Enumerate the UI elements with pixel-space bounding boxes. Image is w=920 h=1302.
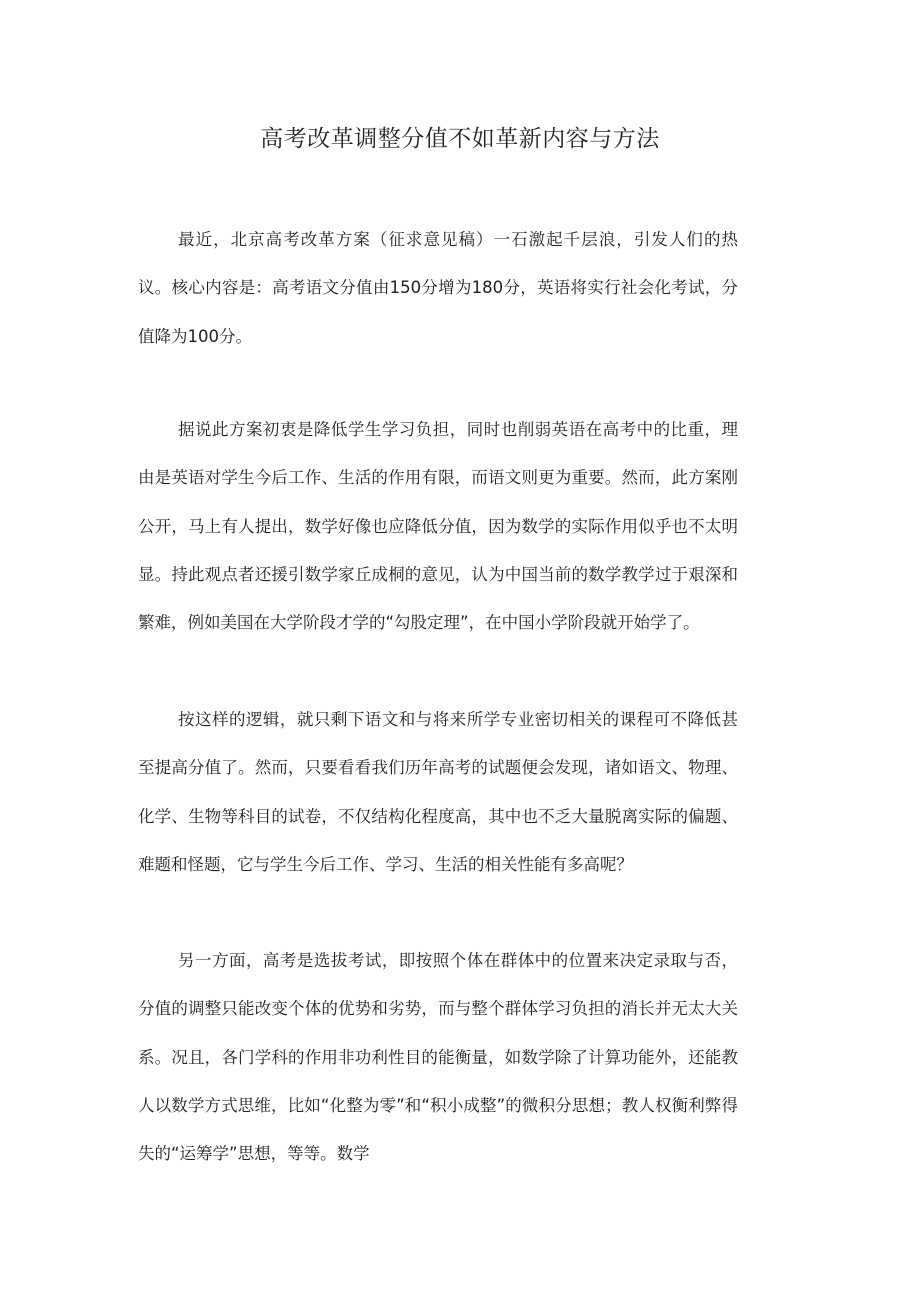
paragraph: 按这样的逻辑，就只剩下语文和与将来所学专业密切相关的课程可不降低甚至提高分值了。然而，只要看看我们历年高考的试题便会发现，诸如语文、物理、化学、生物等科目的试卷，不仅结构化程度高，其中也不乏大量脱离实际的偏题、难题和怪题，它与学生今后工作、学习、生活的相关性能有多高呢？ <box>138 710 738 874</box>
paragraph-block-2 <box>138 406 738 647</box>
paragraph: 另一方面，高考是选拔考试，即按照个体在群体中的位置来决定录取与否，分值的调整只能改变个体的优势和劣势，而与整个群体学习负担的消长并无太大关系。况且，各门学科的作用非功利性目的能衡量，如数学除了计算功能外，还能教人以数学方式思维，比如“化整为零”和“积小成整”的微积分思想；教人权衡利弊得失的“运筹学”思想，等等。数学 <box>138 951 738 1164</box>
document-title: 高考改革调整分值不如革新内容与方法 <box>260 126 660 152</box>
paragraph-block-1 <box>138 216 738 361</box>
paragraph: 最近，北京高考改革方案（征求意见稿）一石激起千层浪，引发人们的热议。核心内容是：高考语文分值由150分增为180分，英语将实行社会化考试，分值降为100分。 <box>138 230 738 346</box>
paragraph-block-4 <box>138 937 738 1178</box>
paragraph-block-3 <box>138 696 738 889</box>
paragraph: 据说此方案初衷是降低学生学习负担，同时也削弱英语在高考中的比重，理由是英语对学生今后工作、生活的作用有限，而语文则更为重要。然而，此方案刚公开，马上有人提出，数学好像也应降低分值，因为数学的实际作用似乎也不太明显。持此观点者还援引数学家丘成桐的意见，认为中国当前的数学教学过于艰深和繁难，例如美国在大学阶段才学的“勾股定理”，在中国小学阶段就开始学了。 <box>138 420 738 633</box>
